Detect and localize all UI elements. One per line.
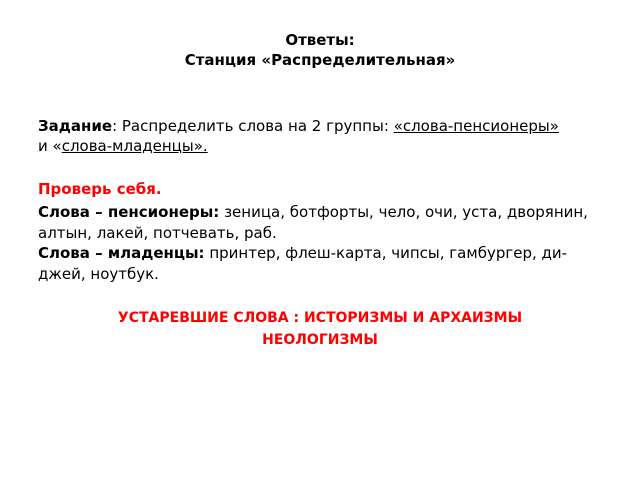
answer-pensioners: [38, 202, 598, 244]
task-label: Задание: [38, 117, 113, 135]
task-paragraph: [38, 116, 618, 156]
pensioners-words: зеница, ботфорты, чело, очи, уста, дворянин, алтын, лакей, потчевать, раб.: [38, 203, 588, 242]
footer-line-1: УСТАРЕВШИЕ СЛОВА : ИСТОРИЗМЫ И АРХАИЗМЫ: [117, 310, 523, 326]
slide-title: [0, 30, 640, 70]
babies-words: принтер, флеш-карта, чипсы, гамбургер, ди-джей, ноутбук.: [38, 244, 568, 283]
babies-label: Слова – младенцы:: [38, 244, 205, 262]
task-text: : Распределить слова на 2 группы:: [112, 117, 394, 135]
answer-babies: [38, 243, 598, 285]
check-heading: Проверь себя.: [38, 180, 162, 198]
pensioners-label: Слова – пенсионеры:: [38, 203, 220, 221]
group-babies: слова-младенцы».: [61, 137, 208, 155]
footer-line-2: НЕОЛОГИЗМЫ: [262, 332, 378, 348]
group-pensioners: «слова-пенсионеры»: [393, 117, 559, 135]
title-line-2: Станция «Распределительная»: [184, 51, 456, 69]
task-conjunction: и «: [38, 137, 62, 155]
title-line-1: Ответы:: [285, 31, 355, 49]
